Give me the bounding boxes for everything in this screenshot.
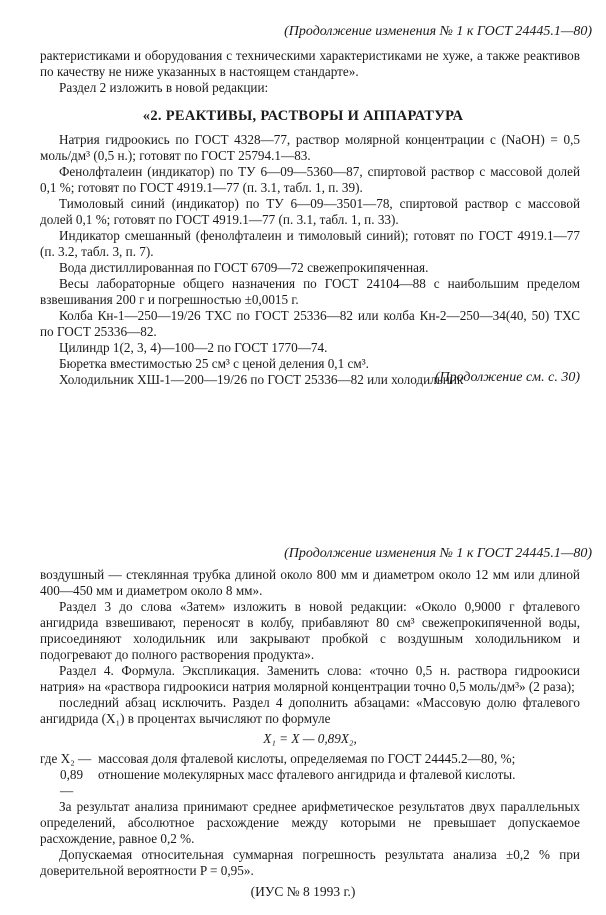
page-header-top: (Продолжение изменения № 1 к ГОСТ 24445.1—80)	[284, 24, 592, 39]
definition-label: где X₂ —	[40, 751, 92, 766]
paragraph-result: За результат анализа принимают среднее арифметическое результатов двух параллельных определений, абсолютное расхождение между которыми не превышает допускаемое расхождение, равное 0,2 %.	[40, 799, 580, 846]
reagent-item: Весы лабораторные общего назначения по ГОСТ 24104—88 с наибольшим пределом взвешивания 200 г и погрешностью ±0,0015 г.	[40, 276, 580, 307]
reagent-item: Холодильник ХШ-1—200—19/26 по ГОСТ 25336—82 или холодильник	[59, 372, 464, 387]
section-note: Раздел 2 изложить в новой редакции:	[59, 80, 269, 95]
paragraph-section-4-addition: последний абзац исключить. Раздел 4 дополнить абзацами: «Массовую долю фталевого ангидрида (X₁) в процентах вычисляют по формуле	[40, 695, 580, 726]
paragraph-error: Допускаемая относительная суммарная погрешность результата анализа ±0,2 % при доверительной вероятности P = 0,95».	[40, 847, 580, 878]
paragraph-section-3: Раздел 3 до слова «Затем» изложить в новой редакции: «Около 0,9000 г фталевого ангидрида взвешивают, переносят в колбу, прибавляют 80 см³ свежепрокипяченной воды, присоединяют холодильник или закрывают пробкой с воздушным холодильником и подогревают до полного растворения продукта».	[40, 599, 580, 662]
paragraph-section-4: Раздел 4. Формула. Экспликация. Заменить слова: «точно 0,5 н. раствора гидроокиси натрия» на «раствора гидроокиси натрия молярной концентрации точно 0,5 моль/дм³» (2 раза);	[40, 663, 580, 694]
reagent-item: Фенолфталеин (индикатор) по ТУ 6—09—5360—87, спиртовой раствор с массовой долей 0,1 %; готовят по ГОСТ 4919.1—77 (п. 3.1, табл. 1, п. 39).	[40, 164, 580, 195]
reagent-item: Колба Кн-1—250—19/26 ТХС по ГОСТ 25336—82 или колба Кн-2—250—34(40, 50) ТХС по ГОСТ 25336—82.	[40, 308, 580, 339]
definition-label: 0,89 —	[60, 767, 84, 798]
footer-reference: (ИУС № 8 1993 г.)	[250, 884, 356, 899]
paragraph-air-cooler: воздушный — стеклянная трубка длиной около 800 мм и диаметром около 12 мм или длиной 400—450 мм и диаметром около 8 мм».	[40, 567, 580, 598]
section-heading: «2. РЕАКТИВЫ, РАСТВОРЫ И АППАРАТУРА	[142, 108, 464, 124]
definition-text: отношение молекулярных масс фталевого ангидрида и фталевой кислоты.	[98, 767, 516, 782]
continued-note: (Продолжение см. с. 30)	[434, 370, 580, 385]
definition-ratio	[40, 767, 580, 799]
reagent-item: Вода дистиллированная по ГОСТ 6709—72 свежепрокипяченная.	[59, 260, 429, 275]
intro-paragraph: рактеристиками и оборудования с техническими характеристиками не хуже, а также реактивов по качеству не ниже указанных в настоящем стандарте».	[40, 48, 580, 79]
bottom-text-block	[40, 567, 580, 879]
formula: X₁ = X — 0,89X₂,	[263, 731, 357, 746]
definition-x2	[40, 751, 580, 767]
top-text-block	[40, 48, 580, 96]
reagent-item: Индикатор смешанный (фенолфталеин и тимоловый синий); готовят по ГОСТ 4919.1—77 (п. 3.2, табл. 3, п. 7).	[40, 228, 580, 259]
reagent-item: Натрия гидроокись по ГОСТ 4328—77, раствор молярной концентрации с (NaOH) = 0,5 моль/дм³ (0,5 н.); готовят по ГОСТ 25794.1—83.	[40, 132, 580, 163]
reagent-item: Бюретка вместимостью 25 см³ с ценой деления 0,1 см³.	[59, 356, 369, 371]
reagent-item: Тимоловый синий (индикатор) по ТУ 6—09—3501—78, спиртовой раствор с массовой долей 0,1 %; готовят по ГОСТ 4919.1—77 (п. 3.1, табл. 1, п. 33).	[40, 196, 580, 227]
page-header-bottom: (Продолжение изменения № 1 к ГОСТ 24445.1—80)	[284, 546, 592, 561]
definition-text: массовая доля фталевой кислоты, определяемая по ГОСТ 24445.2—80, %;	[98, 751, 516, 766]
reagent-item: Цилиндр 1(2, 3, 4)—100—2 по ГОСТ 1770—74.	[59, 340, 328, 355]
reagents-list	[40, 132, 580, 388]
